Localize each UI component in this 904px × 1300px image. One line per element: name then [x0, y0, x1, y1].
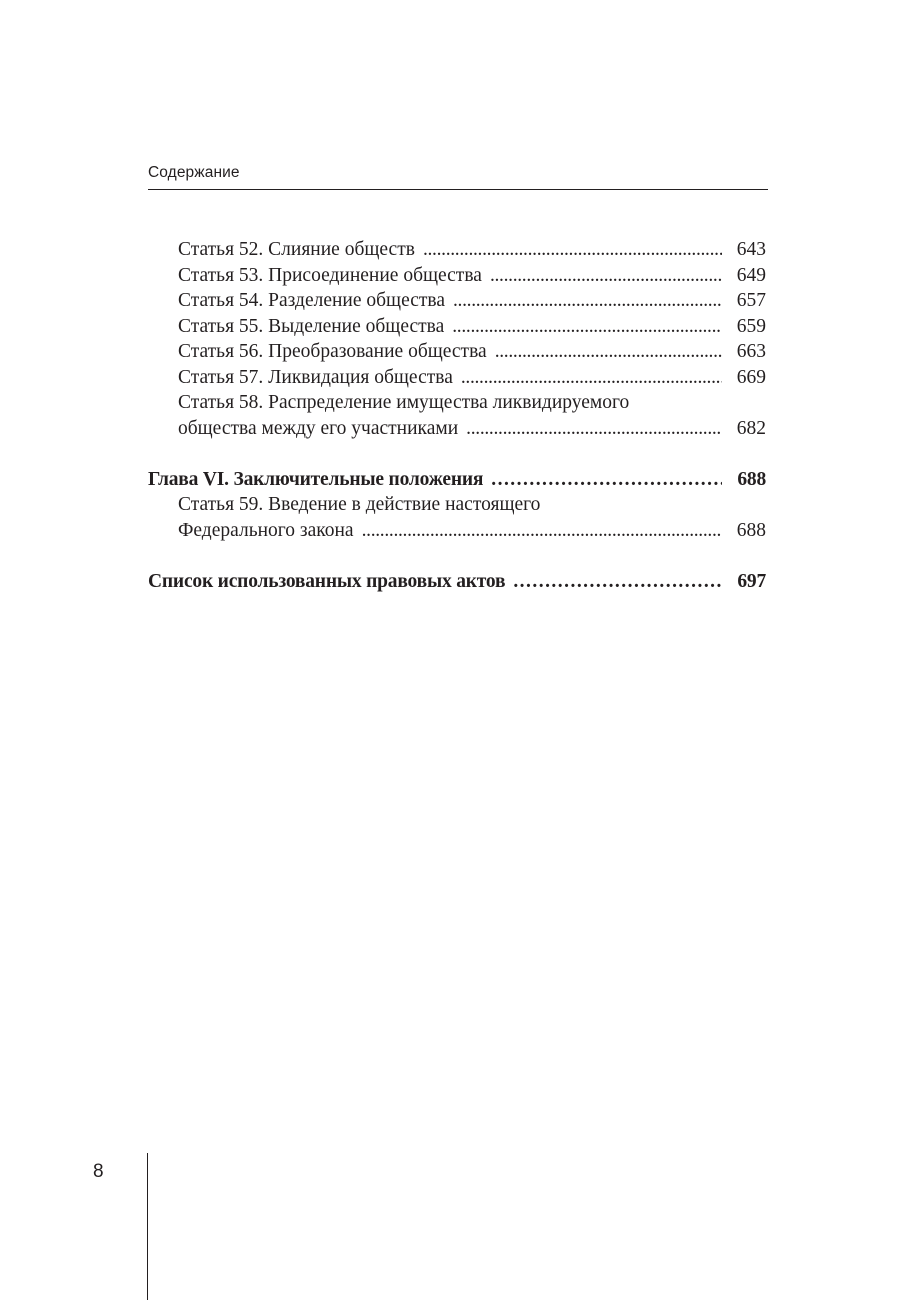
toc-entry-title-line: Статья 58. Распределение имущества ликвидируемого [178, 392, 630, 413]
toc-entry-title: Статья 53. Присоединение общества [178, 264, 482, 286]
toc-entry-page: 688 [737, 468, 766, 490]
toc-entry-page: 643 [736, 239, 766, 260]
running-head: Содержание [148, 164, 240, 181]
table-of-contents [148, 237, 766, 594]
toc-entry-acts-list[interactable] [148, 569, 766, 595]
toc-entry-article-56[interactable] [148, 339, 766, 365]
toc-entry-title: Федерального закона [178, 519, 354, 541]
dot-leader [466, 416, 722, 442]
toc-entry-title: Глава VI. Заключительные положения [148, 468, 484, 490]
toc-entry-page: 663 [736, 341, 766, 362]
toc-entry-chapter-6[interactable] [148, 467, 766, 493]
dot-leader [491, 467, 722, 493]
toc-entry-article-58[interactable] [148, 390, 766, 441]
toc-entry-page: 688 [736, 519, 766, 541]
toc-entry-page: 669 [736, 366, 766, 388]
toc-entry-article-55[interactable] [148, 314, 766, 340]
toc-entry-article-57[interactable] [148, 365, 766, 391]
toc-entry-article-54[interactable] [148, 288, 766, 314]
margin-rule [147, 1153, 148, 1300]
toc-entry-page: 697 [737, 570, 766, 592]
toc-entry-article-53[interactable] [148, 263, 766, 289]
toc-entry-page: 657 [736, 290, 766, 311]
toc-entry-article-52[interactable] [148, 237, 766, 263]
dot-leader [423, 237, 722, 263]
page-number: 8 [93, 1161, 104, 1182]
toc-entry-title: Статья 55. Выделение общества [178, 315, 445, 337]
toc-entry-title: Статья 52. Слияние обществ [178, 239, 415, 260]
toc-entry-article-59[interactable] [148, 492, 766, 543]
toc-entry-page: 649 [736, 264, 766, 286]
toc-entry-title: Статья 56. Преобразование общества [178, 341, 487, 362]
dot-leader [452, 314, 722, 340]
toc-entry-title: Статья 57. Ликвидация общества [178, 366, 453, 388]
header-rule [148, 189, 768, 190]
toc-entry-title: Статья 54. Разделение общества [178, 290, 445, 311]
dot-leader [461, 365, 722, 391]
dot-leader [362, 518, 722, 544]
toc-entry-page: 682 [736, 417, 766, 439]
toc-entry-title: Список использованных правовых актов [148, 570, 506, 592]
toc-entry-title-line: Статья 59. Введение в действие настоящего [178, 494, 541, 515]
toc-entry-page: 659 [736, 315, 766, 337]
dot-leader [513, 569, 722, 595]
dot-leader [453, 288, 722, 314]
toc-entry-title: общества между его участниками [178, 417, 459, 439]
dot-leader [490, 263, 722, 289]
dot-leader [495, 339, 722, 365]
